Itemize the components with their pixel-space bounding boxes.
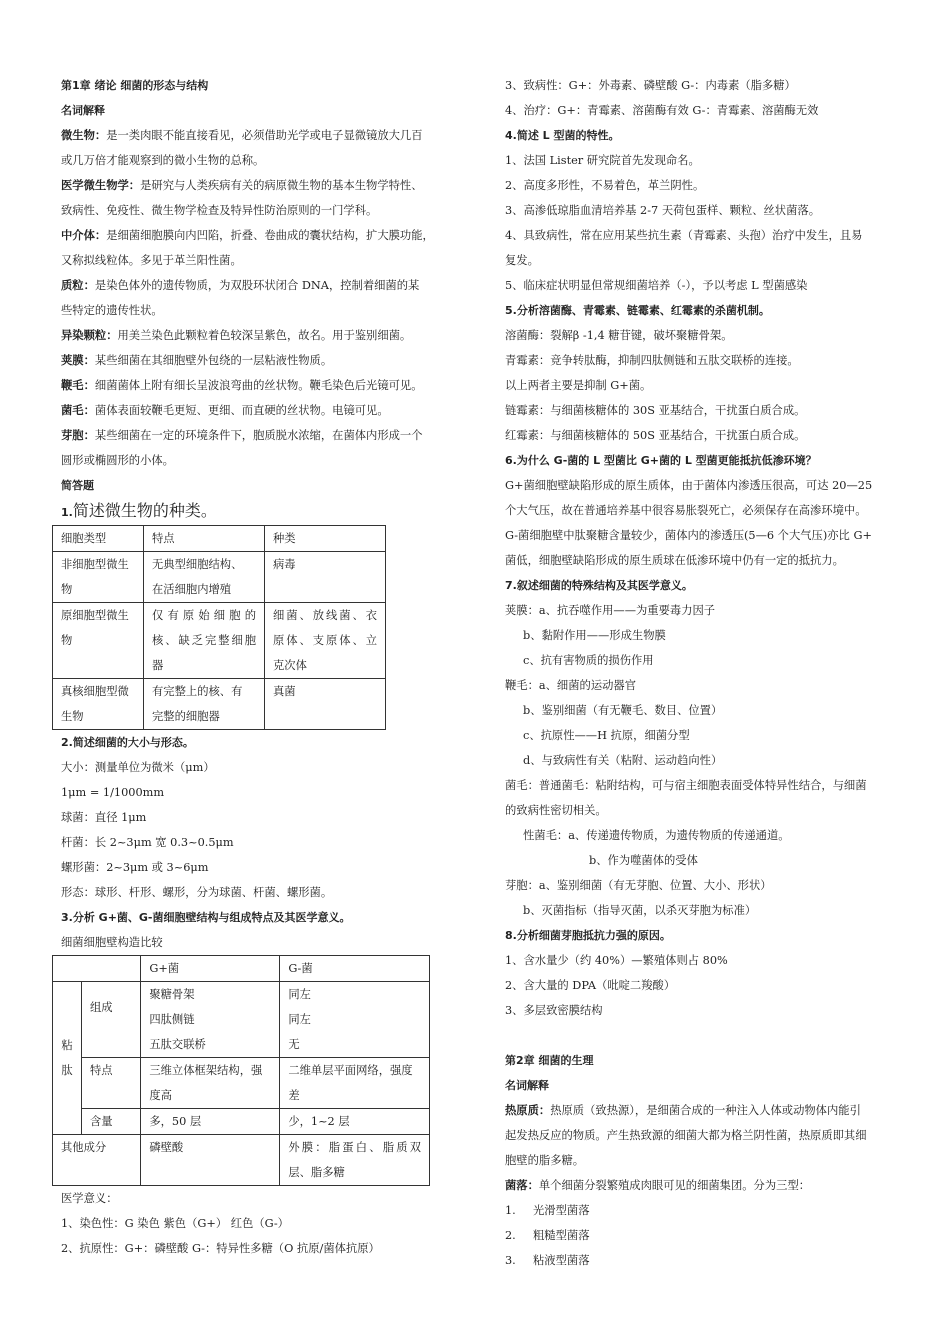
term-text: 细菌菌体上附有细长呈波浪弯曲的丝状物。鞭毛染色后光镜可见。 — [94, 379, 423, 392]
answer-line: 鞭毛：a、细菌的运动器官 — [505, 679, 637, 692]
answer-line: c、抗原性——H 抗原，细菌分型 — [523, 729, 690, 742]
chapter1-title: 第1章 绪论 细菌的形态与结构 — [61, 79, 209, 92]
cell-line: 原体、支原体、立 — [273, 634, 377, 647]
table-cell: 其他成分 — [53, 1135, 141, 1186]
cell-line: 物 — [61, 583, 73, 596]
answer-line: 2、抗原性：G+：磷壁酸 G-：特异性多糖（O 抗原/菌体抗原） — [61, 1242, 380, 1255]
list-item — [505, 1223, 895, 1248]
table-header-cell: G+菌 — [141, 956, 280, 982]
answer-line: 溶菌酶：裂解β -1,4 糖苷键，破坏聚糖骨架。 — [505, 329, 733, 342]
cell-line: 克次体 — [273, 659, 307, 672]
table-header-cell: G-菌 — [280, 956, 430, 982]
cell-line: 生物 — [61, 710, 84, 723]
answer-line: 青霉素：竞争转肽酶，抑制四肽侧链和五肽交联桥的连接。 — [505, 354, 799, 367]
definition-text-cont: 致病性、免疫性、微生物学检查及特异性防治原则的一门学科。 — [61, 204, 378, 217]
term-text: 某些细菌在一定的环境条件下，胞质脱水浓缩，在菌体内形成一个 — [94, 429, 423, 442]
table-header-row — [53, 956, 430, 982]
definition-pilus — [61, 398, 457, 423]
table-header-cell: 细胞类型 — [53, 526, 144, 552]
short-answer-heading: 简答题 — [61, 479, 94, 492]
answer-line: 2、含大量的 DPA（吡啶二羧酸） — [505, 979, 676, 992]
answer-line: 链霉素：与细菌核糖体的 30S 亚基结合，干扰蛋白质合成。 — [505, 404, 806, 417]
cell-line: 细菌、放线菌、衣 — [273, 609, 377, 622]
table-header-row — [53, 526, 386, 552]
term-label: 菌落： — [505, 1178, 539, 1192]
cell-line: 器 — [152, 659, 164, 672]
definition-text-cont: 起发热反应的物质。产生热致源的细菌大都为格兰阴性菌，热原质即其细 — [505, 1129, 867, 1142]
table-cell — [144, 603, 265, 679]
cell-line: 度高 — [149, 1089, 172, 1102]
answer-line: G-菌细胞壁中肽聚糖含量较少，菌体内的渗透压(5—6 个大气压)亦比 G+ — [505, 529, 872, 542]
table-cell — [144, 552, 265, 603]
table-cell — [144, 679, 265, 730]
cell-line: 核、缺乏完整细胞 — [152, 634, 256, 647]
medical-significance-heading: 医学意义： — [61, 1192, 118, 1205]
term-label: 质粒： — [61, 278, 95, 292]
cell-wall-comparison-table — [52, 955, 430, 1186]
answer-line: 个大气压，故在普通培养基中很容易胀裂死亡，必须保存在高渗环境中。 — [505, 504, 867, 517]
table-row — [53, 982, 430, 1058]
answer-line: 以上两者主要是抑制 G+菌。 — [505, 379, 652, 392]
cell-line: 在活细胞内增殖 — [152, 583, 232, 596]
list-number: 2. — [505, 1229, 516, 1242]
cell-line: 三维立体框架结构，强 — [149, 1064, 263, 1077]
table-cell: 真菌 — [265, 679, 386, 730]
cell-line: 层、脂多糖 — [288, 1166, 345, 1179]
answer-line: 螺形菌：2~3μm 或 3~6μm — [61, 861, 209, 874]
term-label: 荚膜： — [61, 353, 95, 367]
question-1-title — [61, 498, 457, 525]
definition-mesosome — [61, 223, 457, 248]
table-row — [53, 552, 386, 603]
term-label: 医学微生物学： — [61, 178, 141, 192]
answer-line: 芽胞：a、鉴别细菌（有无芽胞、位置、大小、形状） — [505, 879, 772, 892]
table-cell: 磷壁酸 — [141, 1135, 280, 1186]
terms-heading: 名词解释 — [61, 104, 105, 117]
answer-line: 性菌毛：a、传递遗传物质，为遗传物质的传递通道。 — [523, 829, 790, 842]
definition-pyrogen — [505, 1098, 895, 1123]
answer-line: b、作为噬菌体的受体 — [589, 854, 698, 867]
answer-line: 的致病性密切相关。 — [505, 804, 607, 817]
answer-line: c、抗有害物质的损伤作用 — [523, 654, 654, 667]
answer-line: 3、多层致密膜结构 — [505, 1004, 603, 1017]
term-label: 热原质： — [505, 1103, 551, 1117]
table-cell: 组成 — [82, 982, 141, 1058]
table-row — [53, 679, 386, 730]
answer-line: 菌毛：普通菌毛：粘附结构，可与宿主细胞表面受体特异性结合，与细菌 — [505, 779, 867, 792]
microbe-types-table — [52, 525, 386, 730]
table-cell — [141, 982, 280, 1058]
cell-line: 完整的细胞器 — [152, 710, 220, 723]
chapter2-title: 第2章 细菌的生理 — [505, 1054, 594, 1067]
list-number: 3. — [505, 1254, 516, 1267]
list-number: 1. — [505, 1204, 516, 1217]
cell-line: 外膜：脂蛋白、脂质双 — [288, 1141, 421, 1154]
definition-text-cont: 又称拟线粒体。多见于革兰阳性菌。 — [61, 254, 242, 267]
cell-line: 二维单层平面网络，强度 — [288, 1064, 413, 1077]
answer-line: 菌低，细胞壁缺陷形成的原生质球在低渗环境中仍有一定的抵抗力。 — [505, 554, 844, 567]
table-cell-peptidoglycan — [53, 982, 82, 1135]
answer-line: 2、高度多形性，不易着色，革兰阴性。 — [505, 179, 705, 192]
table-cell — [53, 679, 144, 730]
table-cell — [53, 552, 144, 603]
cell-line: 肽 — [61, 1064, 73, 1077]
term-label: 中介体： — [61, 228, 107, 242]
table-cell — [280, 982, 430, 1058]
definition-text-cont: 圆形或椭圆形的小体。 — [61, 454, 174, 467]
cell-line: 无 — [288, 1038, 300, 1051]
cell-line: 原细胞型微生 — [61, 609, 129, 622]
cell-line: 非细胞型微生 — [61, 558, 129, 571]
question-3-title: 3.分析 G+菌、G-菌细胞壁结构与组成特点及其医学意义。 — [61, 911, 351, 924]
cell-line: 真核细胞型微 — [61, 685, 129, 698]
right-column — [505, 73, 895, 1273]
question-6-title: 6.为什么 G-菌的 L 型菌比 G+菌的 L 型菌更能抵抗低渗环境？ — [505, 454, 817, 467]
term-text: 单个细菌分裂繁殖成肉眼可见的细菌集团。分为三型： — [538, 1179, 811, 1192]
answer-line: 1、含水量少（约 40%）—繁殖体则占 80% — [505, 954, 728, 967]
table-cell: 病毒 — [265, 552, 386, 603]
term-text: 是细菌细胞膜向内凹陷，折叠、卷曲成的囊状结构，扩大膜功能， — [106, 229, 434, 242]
definition-microorganism — [61, 123, 457, 148]
term-label: 异染颗粒： — [61, 328, 118, 342]
table-row — [53, 1058, 430, 1109]
definition-capsule — [61, 348, 457, 373]
term-label: 芽胞： — [61, 428, 95, 442]
list-text: 粘液型菌落 — [533, 1254, 590, 1267]
answer-line: b、鉴别细菌（有无鞭毛、数目、位置） — [523, 704, 723, 717]
left-column — [61, 73, 457, 1261]
table-header-cell: 特点 — [144, 526, 265, 552]
table-cell — [280, 1135, 430, 1186]
table-cell — [265, 603, 386, 679]
answer-line: 1、染色性：G 染色 紫色（G+） 红色（G-） — [61, 1217, 289, 1230]
definition-medical-microbiology — [61, 173, 457, 198]
definition-flagellum — [61, 373, 457, 398]
table-header-cell — [53, 956, 141, 982]
cell-line: 四肽侧链 — [149, 1013, 195, 1026]
answer-line: 3、高渗低琼脂血清培养基 2-7 天荷包蛋样、颗粒、丝状菌落。 — [505, 204, 820, 217]
answer-line: 4、治疗：G+：青霉素、溶菌酶有效 G-：青霉素、溶菌酶无效 — [505, 104, 819, 117]
table-header-cell: 种类 — [265, 526, 386, 552]
definition-colony — [505, 1173, 895, 1198]
definition-plasmid — [61, 273, 457, 298]
answer-line: 形态：球形、杆形、螺形，分为球菌、杆菌、螺形菌。 — [61, 886, 333, 899]
term-text: 用美兰染色此颗粒着色较深呈紫色，故名。用于鉴别细菌。 — [117, 329, 412, 342]
answer-line: 红霉素：与细菌核糖体的 50S 亚基结合，干扰蛋白质合成。 — [505, 429, 806, 442]
cell-line: 有完整上的核、有 — [152, 685, 243, 698]
answer-line: 球菌：直径 1μm — [61, 811, 147, 824]
answer-line: 4、具致病性，常在应用某些抗生素（青霉素、头孢）治疗中发生，且易 — [505, 229, 863, 242]
answer-line: 荚膜：a、抗吞噬作用——为重要毒力因子 — [505, 604, 716, 617]
cell-line: 差 — [288, 1089, 300, 1102]
table-cell: 多，50 层 — [141, 1109, 280, 1135]
answer-line: 复发。 — [505, 254, 539, 267]
question-number: 1. — [61, 506, 73, 519]
table-row — [53, 603, 386, 679]
term-text: 某些细菌在其细胞壁外包绕的一层粘液性物质。 — [94, 354, 333, 367]
list-item — [505, 1198, 895, 1223]
table-cell — [141, 1058, 280, 1109]
answer-line: 大小：测量单位为微米（μm） — [61, 761, 215, 774]
cell-line: 物 — [61, 634, 73, 647]
table-cell: 少，1~2 层 — [280, 1109, 430, 1135]
cell-line: 聚糖骨架 — [149, 988, 195, 1001]
question-5-title: 5.分析溶菌酶、青霉素、链霉素、红霉素的杀菌机制。 — [505, 304, 770, 317]
question-7-title: 7.叙述细菌的特殊结构及其医学意义。 — [505, 579, 693, 592]
list-text: 光滑型菌落 — [533, 1204, 590, 1217]
answer-line: b、灭菌指标（指导灭菌，以杀灭芽胞为标准） — [523, 904, 757, 917]
definition-metachromatic-granule — [61, 323, 457, 348]
answer-line: 5、临床症状明显但常规细菌培养（-），予以考虑 L 型菌感染 — [505, 279, 808, 292]
cell-line: 同左 — [288, 1013, 311, 1026]
table-cell — [280, 1058, 430, 1109]
cell-line: 五肽交联桥 — [149, 1038, 206, 1051]
table-cell: 特点 — [82, 1058, 141, 1109]
answer-line: 1、法国 Lister 研究院首先发现命名。 — [505, 154, 700, 167]
question-text: 简述微生物的种类。 — [72, 501, 217, 520]
list-item — [505, 1248, 895, 1273]
question-8-title: 8.分析细菌芽胞抵抗力强的原因。 — [505, 929, 671, 942]
answer-line: 杆菌：长 2~3μm 宽 0.3~0.5μm — [61, 836, 234, 849]
answer-line: 3、致病性：G+：外毒素、磷壁酸 G-：内毒素（脂多糖） — [505, 79, 796, 92]
term-label: 微生物： — [61, 128, 107, 142]
table-row — [53, 1135, 430, 1186]
spacer — [505, 1023, 895, 1048]
answer-line: G+菌细胞壁缺陷形成的原生质体，由于菌体内渗透压很高，可达 20—25 — [505, 479, 873, 492]
term-text: 热原质（致热源），是细菌合成的一种注入人体或动物体内能引 — [550, 1104, 861, 1117]
list-text: 粗糙型菌落 — [533, 1229, 590, 1242]
definition-text-cont: 胞壁的脂多糖。 — [505, 1154, 585, 1167]
answer-line: 1μm = 1/1000mm — [61, 786, 165, 799]
table-cell: 含量 — [82, 1109, 141, 1135]
terms-heading: 名词解释 — [505, 1079, 549, 1092]
cell-line: 同左 — [288, 988, 311, 1001]
question-2-title: 2.简述细菌的大小与形态。 — [61, 736, 194, 749]
cell-line: 仅有原始细胞的 — [152, 609, 256, 622]
definition-text-cont: 些特定的遗传性状。 — [61, 304, 163, 317]
term-text: 是染色体外的遗传物质，为双股环状闭合 DNA，控制着细菌的某 — [94, 279, 420, 292]
definition-text-cont: 或几万倍才能观察到的微小生物的总称。 — [61, 154, 265, 167]
answer-line: d、与致病性有关（粘附、运动趋向性） — [523, 754, 723, 767]
term-text: 是一类肉眼不能直接看见，必须借助光学或电子显微镜放大几百 — [106, 129, 423, 142]
term-text: 菌体表面较鞭毛更短、更细、而直硬的丝状物。电镜可见。 — [94, 404, 389, 417]
cell-line: 无典型细胞结构、 — [152, 558, 243, 571]
table-caption: 细菌细胞壁构造比较 — [61, 936, 163, 949]
table-cell — [53, 603, 144, 679]
question-4-title: 4.简述 L 型菌的特性。 — [505, 129, 620, 142]
table-row — [53, 1109, 430, 1135]
term-label: 菌毛： — [61, 403, 95, 417]
term-text: 是研究与人类疾病有关的病原微生物的基本生物学特性、 — [140, 179, 423, 192]
term-label: 鞭毛： — [61, 378, 95, 392]
definition-spore — [61, 423, 457, 448]
cell-line: 粘 — [61, 1039, 73, 1052]
answer-line: b、黏附作用——形成生物膜 — [523, 629, 666, 642]
